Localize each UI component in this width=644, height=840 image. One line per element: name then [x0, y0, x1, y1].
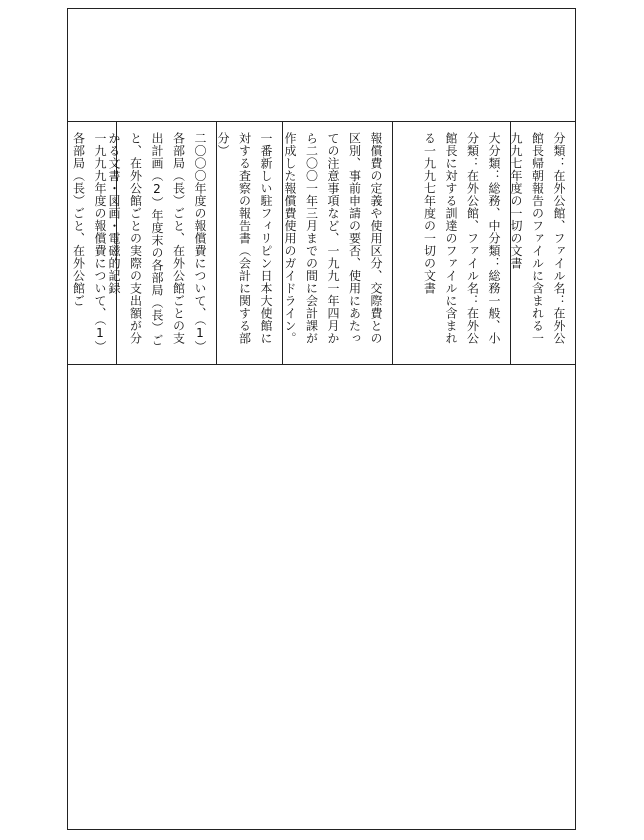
document-page [67, 8, 576, 830]
table-row [282, 122, 392, 364]
request-item-text: 分類：在外公館、ファイル名：在外公館長帰朝報告のファイルに含まれる一九九七年度の一切の文書 [509, 132, 566, 345]
request-table [68, 121, 575, 365]
request-item-text: 報償費の定義や使用区分、交際費との区別、事前申請の要否、使用にあたっての注意事項など、一九九一年四月から二〇〇一年三月までの間に会計課が作成した報償費使用のガイドライン。 [283, 132, 383, 345]
request-item-text: 大分類：総務、中分類：総務一般、小分類：在外公館、ファイル名：在外公館長に対する訓達のファイルに含まれる一九九七年度の一切の文書 [422, 132, 501, 345]
request-item-text: 二〇〇〇年度の報償費について、（1）各部局（長）ごと、在外公館ごとの支出計画（2）年度末の各部局（長）ごと、在外公館ごとの実際の支出額が分かる文書・図画・電磁的記録 [107, 132, 207, 353]
table-row [216, 122, 282, 364]
request-item-text: 一番新しい駐フィリピン日本大使館に対する査察の報告書（会計に関する部分） [216, 132, 273, 345]
table-row [392, 122, 510, 364]
table-row [510, 122, 575, 364]
table-row [107, 122, 216, 364]
request-item-text: 一九九九年度の報償費について、（1）各部局（長）ごと、在外公館ご [71, 132, 107, 353]
